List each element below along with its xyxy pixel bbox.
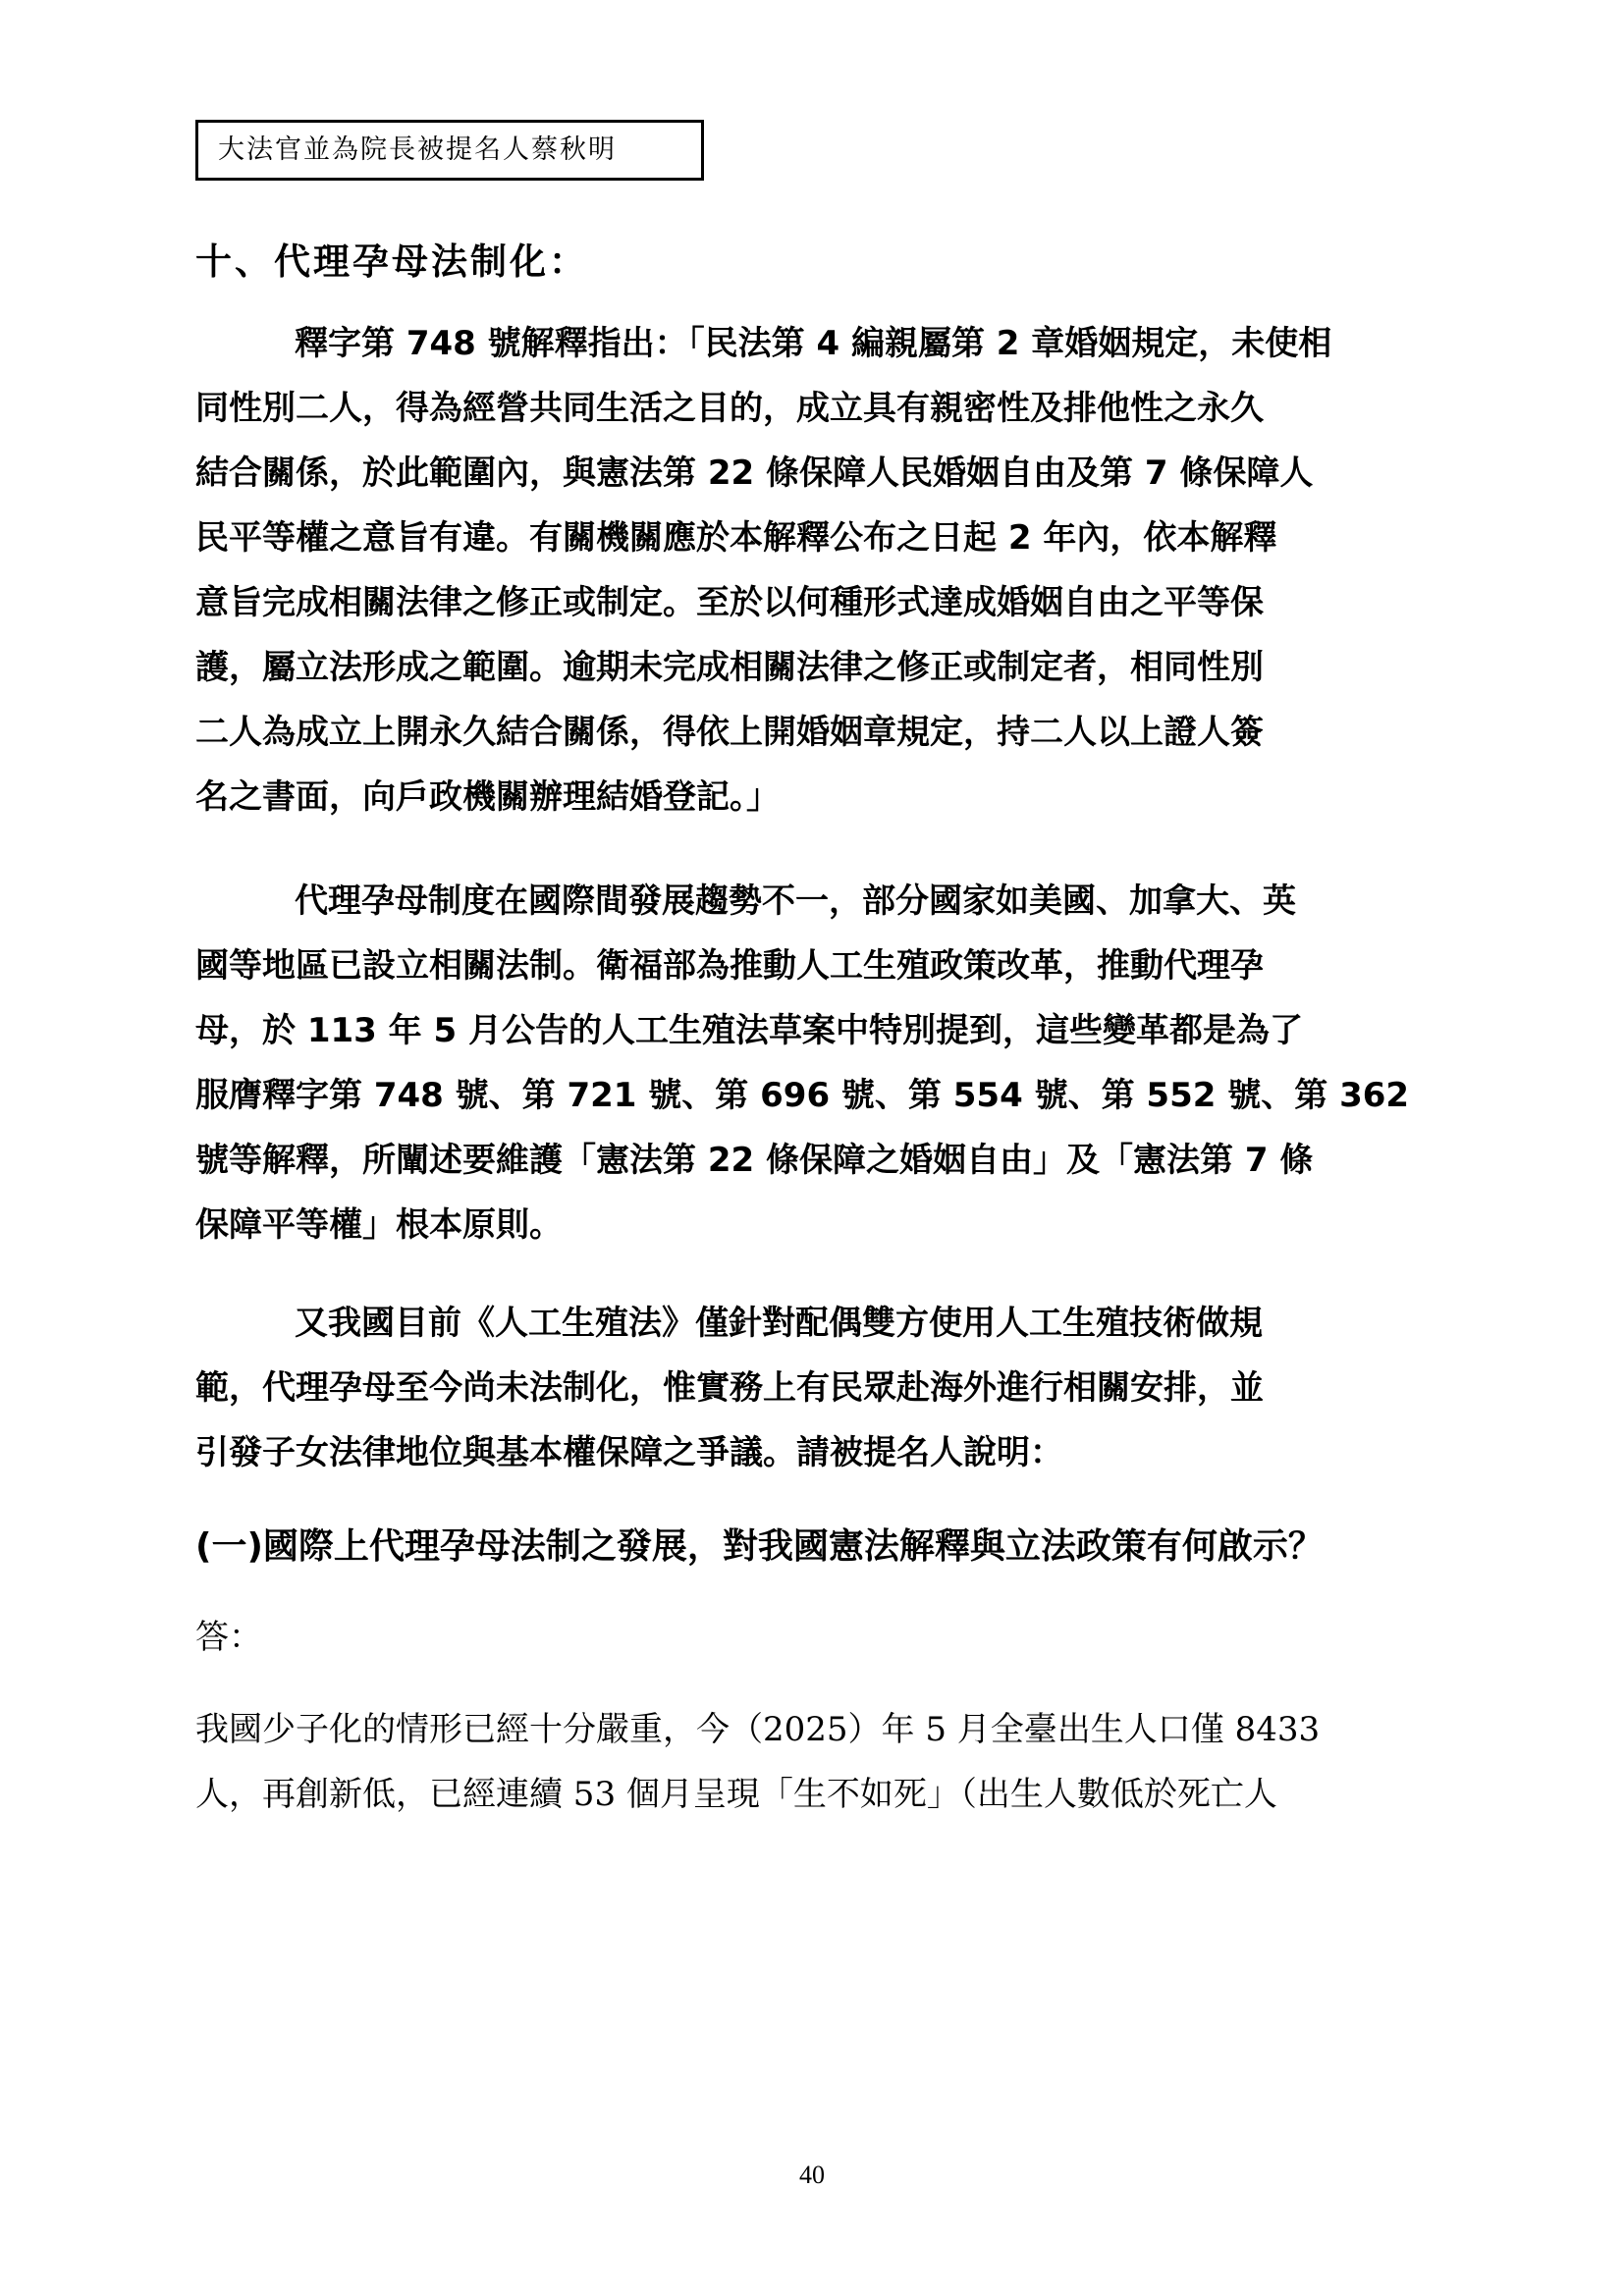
paragraph-1-line-4: 民平等權之意旨有違。有關機關應於本解釋公布之日起 2 年內，依本解釋 [195,518,1277,558]
section-heading: 十、代理孕母法制化： [195,240,588,283]
paragraph-1-line-7: 二人為成立上開永久結合關係，得依上開婚姻章規定，持二人以上證人簽 [195,713,1264,752]
question-1: (一)國際上代理孕母法制之發展，對我國憲法解釋與立法政策有何啟示？ [195,1526,1324,1567]
paragraph-2-line-3: 母，於 113 年 5 月公告的人工生殖法草案中特別提到，這些變革都是為了 [195,1011,1303,1050]
paragraph-2-line-1: 代理孕母制度在國際間發展趨勢不一，部分國家如美國、加拿大、英 [295,881,1296,921]
paragraph-1-line-3: 結合關係，於此範圍內，與憲法第 22 條保障人民婚姻自由及第 7 條保障人 [195,454,1314,493]
paragraph-1-line-2: 同性別二人，得為經營共同生活之目的，成立具有親密性及排他性之永久 [195,389,1264,428]
paragraph-3-line-3: 引發子女法律地位與基本權保障之爭議。請被提名人說明： [195,1433,1063,1472]
paragraph-1-line-1: 釋字第 748 號解釋指出：「民法第 4 編親屬第 2 章婚姻規定，未使相 [295,324,1332,363]
paragraph-3-line-1: 又我國目前《人工生殖法》僅針對配偶雙方使用人工生殖技術做規 [295,1304,1263,1343]
paragraph-1-line-8: 名之書面，向戶政機關辦理結婚登記。」 [195,777,780,817]
paragraph-2-line-6: 保障平等權」根本原則。 [195,1205,563,1245]
paragraph-2-line-2: 國等地區已設立相關法制。衛福部為推動人工生殖政策改革，推動代理孕 [195,946,1264,986]
nominee-header-box: 大法官並為院長被提名人蔡秋明 [195,120,704,181]
paragraph-1-line-5: 意旨完成相關法律之修正或制定。至於以何種形式達成婚姻自由之平等保 [195,583,1264,622]
answer-label: 答： [195,1618,262,1657]
paragraph-1-line-6: 護，屬立法形成之範圍。逾期未完成相關法律之修正或制定者，相同性別 [195,648,1264,687]
paragraph-2-line-5: 號等解釋，所闡述要維護「憲法第 22 條保障之婚姻自由」及「憲法第 7 條 [195,1141,1314,1180]
page-number: 40 [799,2161,825,2189]
paragraph-2-line-4: 服膺釋字第 748 號、第 721 號、第 696 號、第 554 號、第 552 號、第 362 [195,1076,1410,1115]
answer-line-1: 我國少子化的情形已經十分嚴重，今（2025）年 5 月全臺出生人口僅 8433 [195,1710,1321,1749]
paragraph-3-line-2: 範，代理孕母至今尚未法制化，惟實務上有民眾赴海外進行相關安排，並 [195,1368,1264,1408]
answer-line-2: 人，再創新低，已經連續 53 個月呈現「生不如死」（出生人數低於死亡人 [195,1775,1277,1814]
